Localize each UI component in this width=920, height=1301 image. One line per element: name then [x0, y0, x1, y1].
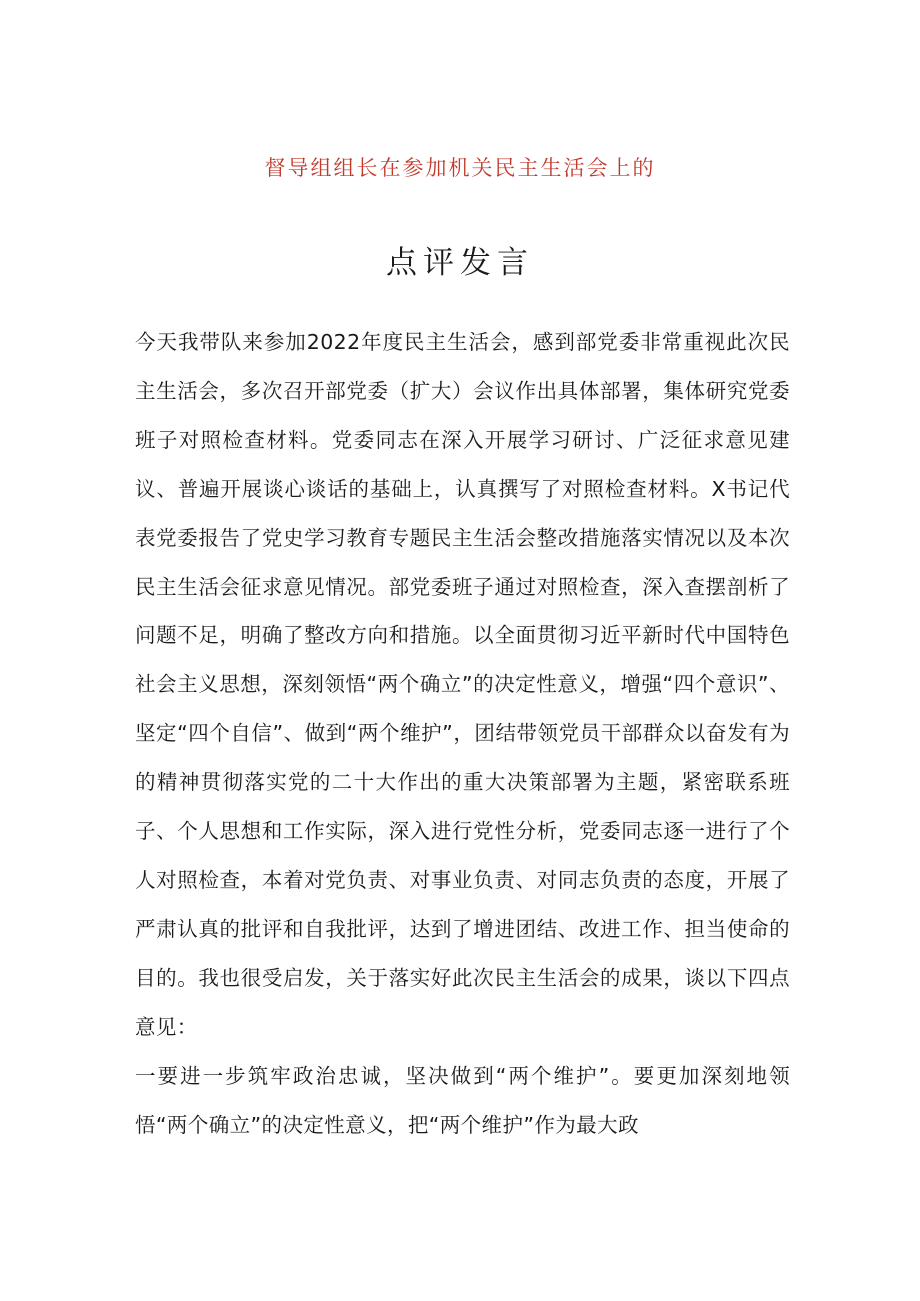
document-body [135, 318, 790, 1149]
document-title: 点评发言 [386, 245, 534, 281]
body-paragraph: 今天我带队来参加2022年度民主生活会，感到部党委非常重视此次民主生活会，多次召开部党委（扩大）会议作出具体部署，集体研究党委班子对照检查材料。党委同志在深入开展学习研讨、广泛征求意见建议、普遍开展谈心谈话的基础上，认真撰写了对照检查材料。X书记代表党委报告了党史学习教育专题民主生活会整改措施落实情况以及本次民主生活会征求意见情况。部党委班子通过对照检查，深入查摆剖析了问题不足，明确了整改方向和措施。以全面贯彻习近平新时代中国特色社会主义思想，深刻领悟“两个确立”的决定性意义，增强“四个意识”、坚定“四个自信”、做到“两个维护”，团结带领党员干部群众以奋发有为的精神贯彻落实党的二十大作出的重大决策部署为主题，紧密联系班子、个人思想和工作实际，深入进行党性分析，党委同志逐一进行了个人对照检查，本着对党负责、对事业负责、对同志负责的态度，开展了严肃认真的批评和自我批评，达到了增进团结、改进工作、担当使命的目的。我也很受启发，关于落实好此次民主生活会的成果，谈以下四点意见： [135, 330, 790, 1039]
body-paragraph: 一要进一步筑牢政治忠诚，坚决做到“两个维护”。要更加深刻地领悟“两个确立”的决定性意义，把“两个维护”作为最大政 [135, 1063, 790, 1137]
document-subtitle: 督导组组长在参加机关民主生活会上的 [264, 156, 656, 180]
